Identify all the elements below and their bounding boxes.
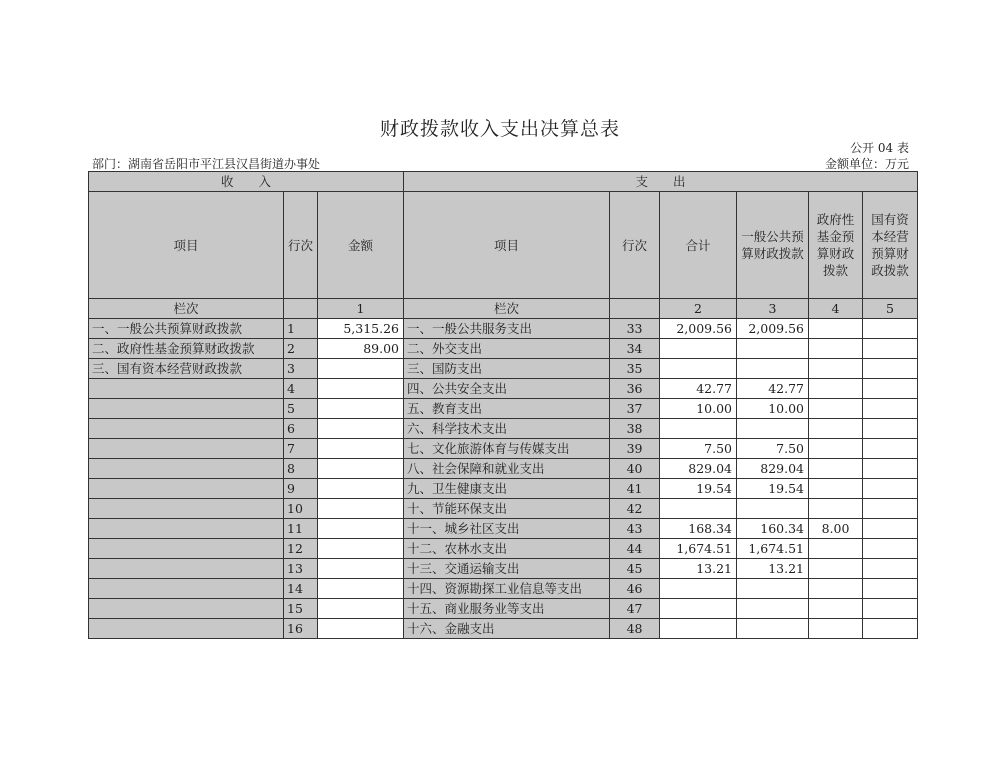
gov-fund-amount [809, 359, 863, 379]
expense-item: 十三、交通运输支出 [404, 559, 610, 579]
table-row [89, 379, 918, 399]
income-item [89, 619, 284, 639]
income-item: 一、一般公共预算财政拨款 [89, 319, 284, 339]
page-title: 财政拨款收入支出决算总表 [379, 118, 620, 140]
general-budget-amount: 10.00 [737, 399, 809, 419]
gov-fund-amount [809, 459, 863, 479]
budget-table [88, 171, 918, 639]
expense-line-no: 36 [610, 379, 660, 399]
total-amount: 2,009.56 [660, 319, 737, 339]
income-amount: 5,315.26 [318, 319, 404, 339]
col-index-1: 1 [318, 299, 404, 319]
total-amount: 7.50 [660, 439, 737, 459]
income-line-no: 5 [284, 399, 318, 419]
expense-item: 十五、商业服务业等支出 [404, 599, 610, 619]
table-row [89, 439, 918, 459]
state-capital-amount [863, 339, 918, 359]
general-budget-amount [737, 339, 809, 359]
expense-item: 十一、城乡社区支出 [404, 519, 610, 539]
income-item [89, 599, 284, 619]
col-index-exp-blank [610, 299, 660, 319]
income-amount [318, 459, 404, 479]
table-row [89, 339, 918, 359]
unit-label: 金额单位：万元 [824, 157, 909, 171]
state-capital-amount [863, 479, 918, 499]
col-index-5: 5 [863, 299, 918, 319]
income-line-no: 10 [284, 499, 318, 519]
expense-line-no: 34 [610, 339, 660, 359]
table-row [89, 459, 918, 479]
table-row [89, 479, 918, 499]
section-header-row [89, 172, 918, 192]
income-item [89, 579, 284, 599]
total-amount [660, 499, 737, 519]
total-amount [660, 419, 737, 439]
table-row [89, 539, 918, 559]
state-capital-amount [863, 599, 918, 619]
header-expense-item: 项目 [404, 192, 610, 299]
state-capital-amount [863, 319, 918, 339]
income-line-no: 16 [284, 619, 318, 639]
expense-item: 七、文化旅游体育与传媒支出 [404, 439, 610, 459]
gov-fund-amount [809, 319, 863, 339]
expense-line-no: 45 [610, 559, 660, 579]
expense-line-no: 37 [610, 399, 660, 419]
state-capital-amount [863, 539, 918, 559]
state-capital-amount [863, 439, 918, 459]
expense-line-no: 42 [610, 499, 660, 519]
income-item: 三、国有资本经营财政拨款 [89, 359, 284, 379]
gov-fund-amount [809, 379, 863, 399]
col-index-4: 4 [809, 299, 863, 319]
income-amount [318, 519, 404, 539]
expense-item: 三、国防支出 [404, 359, 610, 379]
income-amount [318, 439, 404, 459]
header-income-amount: 金额 [318, 192, 404, 299]
total-amount [660, 579, 737, 599]
expense-line-no: 39 [610, 439, 660, 459]
general-budget-amount: 7.50 [737, 439, 809, 459]
income-line-no: 9 [284, 479, 318, 499]
column-header-row [89, 192, 918, 299]
gov-fund-amount [809, 559, 863, 579]
table-row [89, 419, 918, 439]
gov-fund-amount [809, 479, 863, 499]
table-row [89, 319, 918, 339]
state-capital-amount [863, 379, 918, 399]
gov-fund-amount [809, 339, 863, 359]
expense-item: 六、科学技术支出 [404, 419, 610, 439]
expense-item: 十四、资源勘探工业信息等支出 [404, 579, 610, 599]
state-capital-amount [863, 499, 918, 519]
total-amount [660, 359, 737, 379]
gov-fund-amount [809, 399, 863, 419]
expense-line-no: 46 [610, 579, 660, 599]
header-state-capital: 国有资本经营预算财政拨款 [863, 192, 918, 299]
form-number: 公开 04 表 [850, 141, 909, 155]
header-gov-fund: 政府性基金预算财政拨款 [809, 192, 863, 299]
table-row [89, 359, 918, 379]
general-budget-amount: 19.54 [737, 479, 809, 499]
income-item [89, 399, 284, 419]
state-capital-amount [863, 619, 918, 639]
expense-item: 五、教育支出 [404, 399, 610, 419]
expense-item: 十六、金融支出 [404, 619, 610, 639]
state-capital-amount [863, 399, 918, 419]
general-budget-amount: 1,674.51 [737, 539, 809, 559]
total-amount: 10.00 [660, 399, 737, 419]
header-income-line-no: 行次 [284, 192, 318, 299]
column-index-row [89, 299, 918, 319]
general-budget-amount [737, 499, 809, 519]
income-amount [318, 379, 404, 399]
income-line-no: 15 [284, 599, 318, 619]
income-amount: 89.00 [318, 339, 404, 359]
col-index-exp-label: 栏次 [404, 299, 610, 319]
gov-fund-amount [809, 419, 863, 439]
gov-fund-amount [809, 619, 863, 639]
col-index-3: 3 [737, 299, 809, 319]
col-index-blank [284, 299, 318, 319]
expense-section-header: 支 出 [404, 172, 918, 192]
department-label: 部门：湖南省岳阳市平江县汉昌街道办事处 [92, 157, 321, 171]
income-amount [318, 619, 404, 639]
gov-fund-amount [809, 439, 863, 459]
income-item [89, 439, 284, 459]
state-capital-amount [863, 359, 918, 379]
general-budget-amount: 42.77 [737, 379, 809, 399]
income-item [89, 539, 284, 559]
general-budget-amount [737, 419, 809, 439]
header-general-budget: 一般公共预算财政拨款 [737, 192, 809, 299]
income-item: 二、政府性基金预算财政拨款 [89, 339, 284, 359]
table-row [89, 519, 918, 539]
total-amount: 19.54 [660, 479, 737, 499]
income-amount [318, 559, 404, 579]
total-amount [660, 599, 737, 619]
income-line-no: 11 [284, 519, 318, 539]
state-capital-amount [863, 559, 918, 579]
table-row [89, 599, 918, 619]
expense-line-no: 38 [610, 419, 660, 439]
income-line-no: 13 [284, 559, 318, 579]
general-budget-amount: 2,009.56 [737, 319, 809, 339]
total-amount [660, 619, 737, 639]
income-line-no: 1 [284, 319, 318, 339]
expense-line-no: 33 [610, 319, 660, 339]
income-amount [318, 479, 404, 499]
expense-line-no: 40 [610, 459, 660, 479]
total-amount: 829.04 [660, 459, 737, 479]
income-item [89, 559, 284, 579]
income-item [89, 379, 284, 399]
expense-line-no: 41 [610, 479, 660, 499]
expense-item: 十、节能环保支出 [404, 499, 610, 519]
gov-fund-amount [809, 599, 863, 619]
header-total: 合计 [660, 192, 737, 299]
income-line-no: 14 [284, 579, 318, 599]
general-budget-amount [737, 619, 809, 639]
col-index-2: 2 [660, 299, 737, 319]
table-row [89, 559, 918, 579]
total-amount [660, 339, 737, 359]
income-line-no: 3 [284, 359, 318, 379]
income-item [89, 419, 284, 439]
income-line-no: 8 [284, 459, 318, 479]
table-row [89, 619, 918, 639]
expense-item: 一、一般公共服务支出 [404, 319, 610, 339]
income-item [89, 519, 284, 539]
income-line-no: 2 [284, 339, 318, 359]
income-line-no: 12 [284, 539, 318, 559]
expense-item: 九、卫生健康支出 [404, 479, 610, 499]
income-line-no: 4 [284, 379, 318, 399]
col-index-label: 栏次 [89, 299, 284, 319]
header-expense-line-no: 行次 [610, 192, 660, 299]
expense-line-no: 35 [610, 359, 660, 379]
expense-item: 四、公共安全支出 [404, 379, 610, 399]
gov-fund-amount [809, 499, 863, 519]
table-row [89, 579, 918, 599]
total-amount: 168.34 [660, 519, 737, 539]
expense-item: 二、外交支出 [404, 339, 610, 359]
total-amount: 1,674.51 [660, 539, 737, 559]
expense-line-no: 48 [610, 619, 660, 639]
table-row [89, 499, 918, 519]
state-capital-amount [863, 579, 918, 599]
income-line-no: 7 [284, 439, 318, 459]
gov-fund-amount: 8.00 [809, 519, 863, 539]
income-item [89, 479, 284, 499]
state-capital-amount [863, 519, 918, 539]
expense-item: 十二、农林水支出 [404, 539, 610, 559]
expense-item: 八、社会保障和就业支出 [404, 459, 610, 479]
table-row [89, 399, 918, 419]
gov-fund-amount [809, 579, 863, 599]
general-budget-amount [737, 579, 809, 599]
general-budget-amount [737, 599, 809, 619]
income-section-header: 收 入 [89, 172, 404, 192]
income-amount [318, 599, 404, 619]
gov-fund-amount [809, 539, 863, 559]
general-budget-amount: 829.04 [737, 459, 809, 479]
general-budget-amount: 13.21 [737, 559, 809, 579]
income-item [89, 499, 284, 519]
income-amount [318, 419, 404, 439]
expense-line-no: 47 [610, 599, 660, 619]
state-capital-amount [863, 419, 918, 439]
general-budget-amount [737, 359, 809, 379]
income-amount [318, 399, 404, 419]
total-amount: 13.21 [660, 559, 737, 579]
state-capital-amount [863, 459, 918, 479]
income-line-no: 6 [284, 419, 318, 439]
general-budget-amount: 160.34 [737, 519, 809, 539]
income-item [89, 459, 284, 479]
income-amount [318, 579, 404, 599]
header-income-item: 项目 [89, 192, 284, 299]
income-amount [318, 359, 404, 379]
income-amount [318, 499, 404, 519]
expense-line-no: 43 [610, 519, 660, 539]
expense-line-no: 44 [610, 539, 660, 559]
income-amount [318, 539, 404, 559]
total-amount: 42.77 [660, 379, 737, 399]
